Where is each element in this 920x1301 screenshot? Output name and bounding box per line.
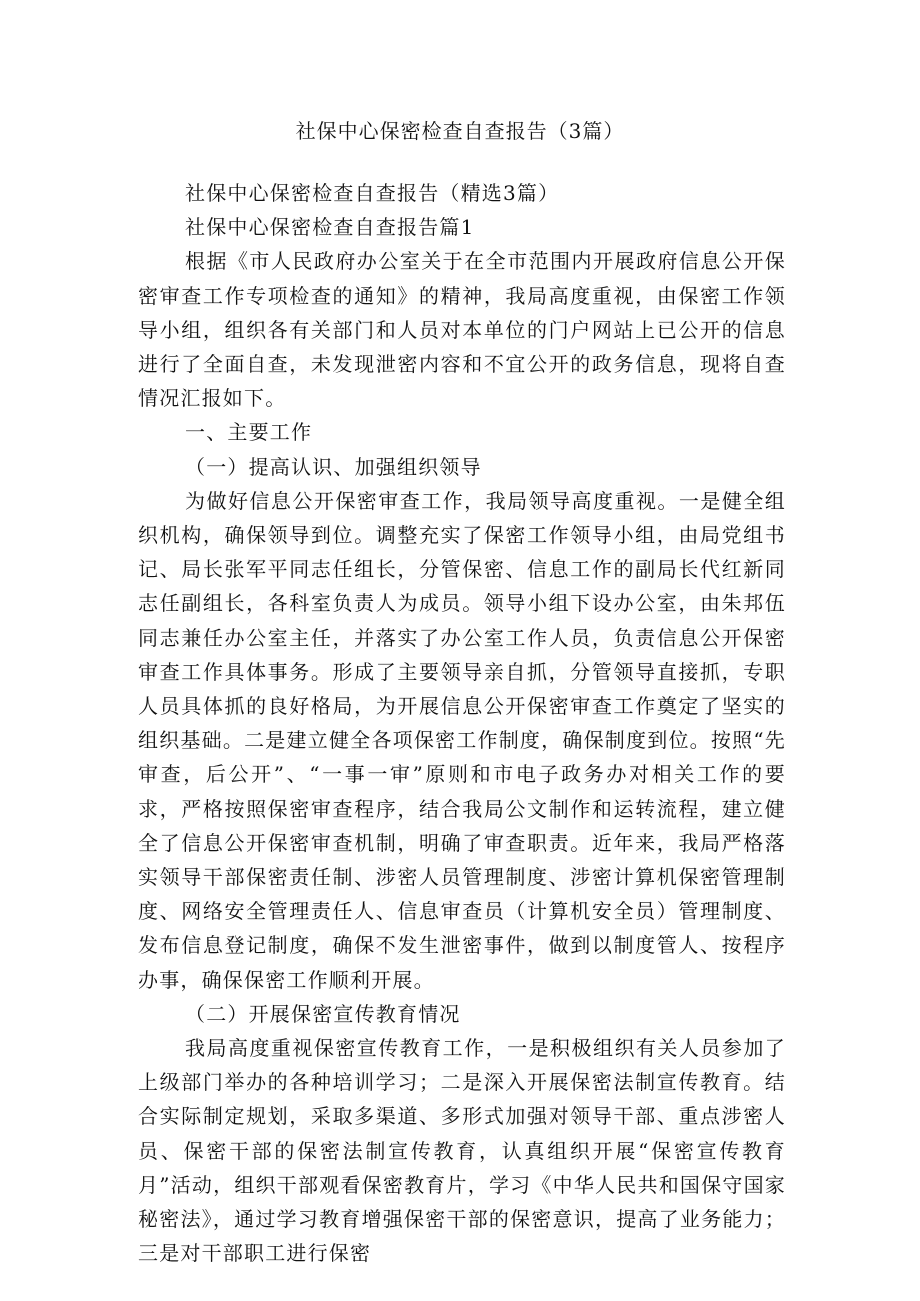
subsection-heading-2: （二）开展保密宣传教育情况 — [185, 1001, 461, 1026]
section-heading-main-work: 一、主要工作 — [185, 420, 313, 445]
part-heading: 社保中心保密检查自查报告篇1 — [185, 215, 475, 240]
intro-paragraph: 根据《市人民政府办公室关于在全市范围内开展政府信息公开保密审查工作专项检查的通知》的精神，我局高度重视，由保密工作领导小组，组织各有关部门和人员对本单位的门户网站上已公开的信息进行了全面自查，未发现泄密内容和不宜公开的政务信息，现将自查情况汇报如下。 — [138, 249, 786, 411]
document-title: 社保中心保密检查自查报告（3篇） — [295, 119, 625, 143]
subsection-1-paragraph: 为做好信息公开保密审查工作，我局领导高度重视。一是健全组织机构，确保领导到位。调整充实了保密工作领导小组，由局党组书记、局长张军平同志任组长，分管保密、信息工作的副局长代红新同志任副组长，各科室负责人为成员。领导小组下设办公室，由朱邦伍同志兼任办公室主任，并落实了办公室工作人员，负责信息公开保密审查工作具体事务。形成了主要领导亲自抓，分管领导直接抓，专职人员具体抓的良好格局，为开展信息公开保密审查工作奠定了坚实的组织基础。二是建立健全各项保密工作制度，确保制度到位。按照“先审查，后公开”、“一事一审”原则和市电子政务办对相关工作的要求，严格按照保密审查程序，结合我局公文制作和运转流程，建立健全了信息公开保密审查机制，明确了审查职责。近年来，我局严格落实领导干部保密责任制、涉密人员管理制度、涉密计算机保密管理制度、网络安全管理责任人、信息审查员（计算机安全员）管理制度、发布信息登记制度，确保不发生泄密事件，做到以制度管人、按程序办事，确保保密工作顺利开展。 — [138, 488, 786, 992]
document-body — [138, 176, 786, 1271]
subsection-heading-1: （一）提高认识、加强组织领导 — [185, 454, 482, 479]
subsection-2-paragraph: 我局高度重视保密宣传教育工作，一是积极组织有关人员参加了上级部门举办的各种培训学习；二是深入开展保密法制宣传教育。结合实际制定规划，采取多渠道、多形式加强对领导干部、重点涉密人员、保密干部的保密法制宣传教育，认真组织开展“保密宣传教育月”活动，组织干部观看保密教育片，学习《中华人民共和国保守国家秘密法》，通过学习教育增强保密干部的保密意识，提高了业务能力；三是对干部职工进行保密 — [138, 1036, 786, 1266]
document-subtitle: 社保中心保密检查自查报告（精选3篇） — [185, 181, 560, 205]
